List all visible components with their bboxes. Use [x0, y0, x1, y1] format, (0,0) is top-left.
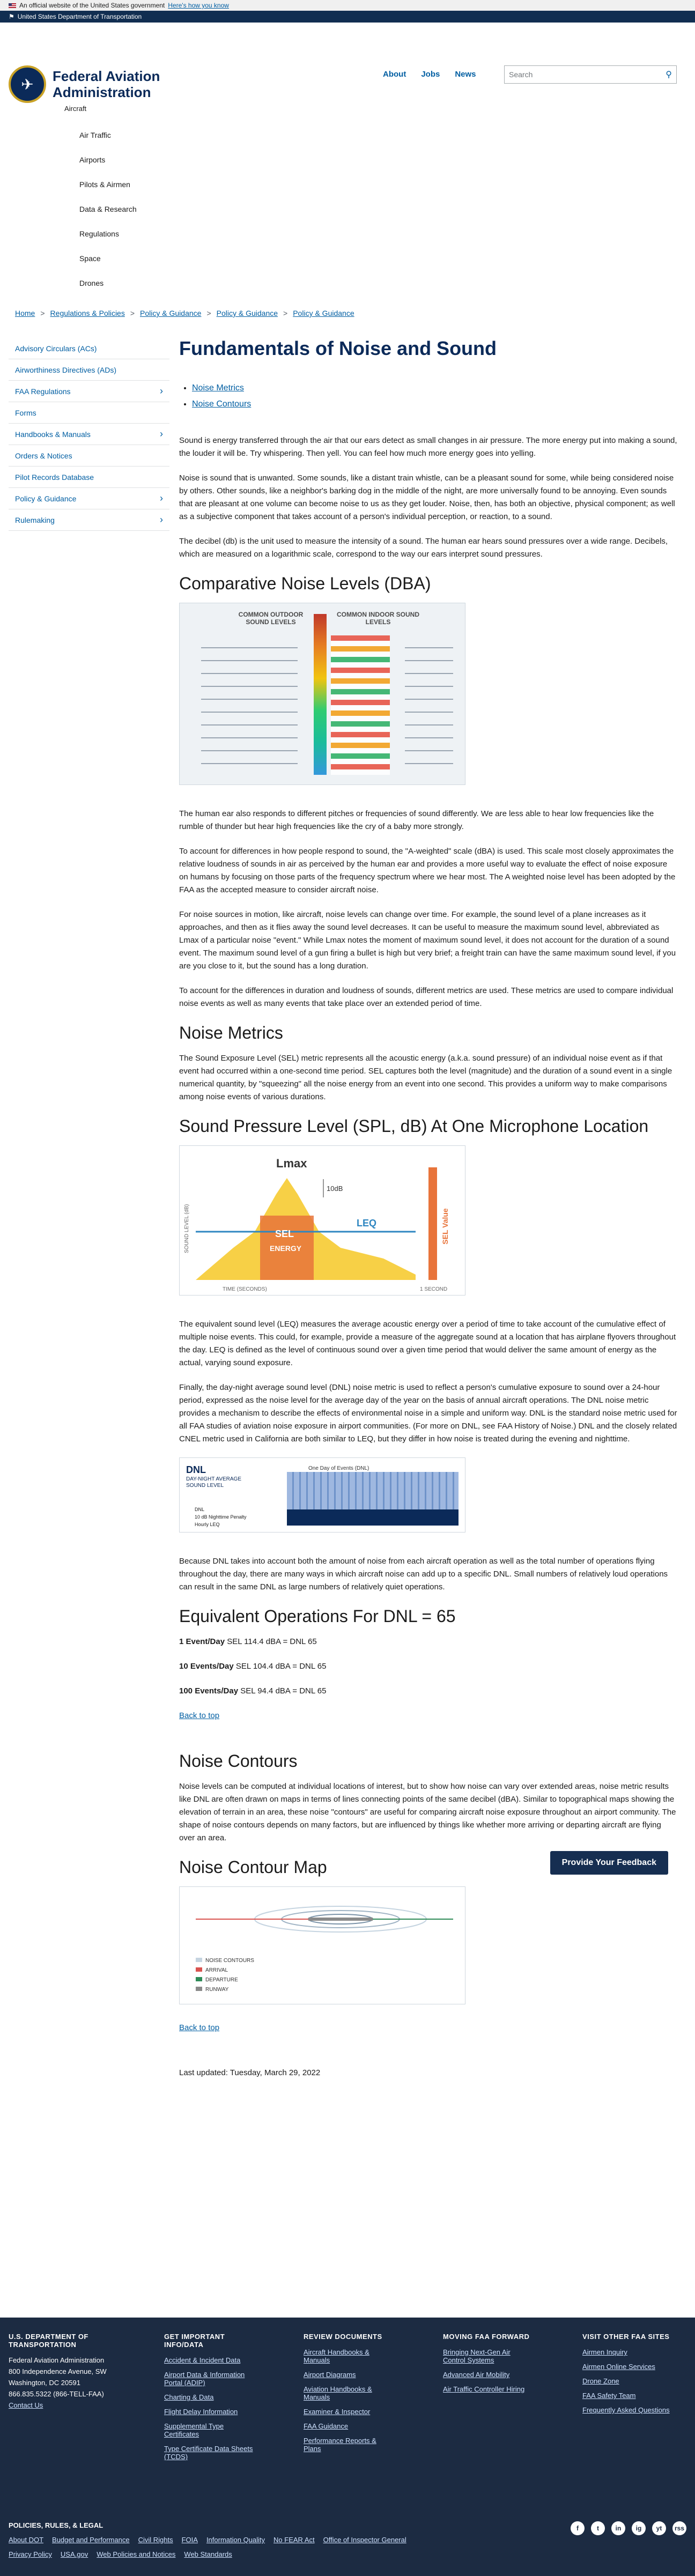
- instagram-icon[interactable]: ig: [632, 2521, 646, 2535]
- footer-link[interactable]: Charting & Data: [164, 2393, 214, 2401]
- footer-column-title: REVIEW DOCUMENTS: [304, 2333, 382, 2341]
- dnl-legend-hourly: Hourly LEQ: [195, 1522, 220, 1527]
- sidebar-item-advisory-circulars[interactable]: Advisory Circulars (ACs): [9, 338, 169, 359]
- dnl-subtitle: DAY-NIGHT AVERAGE SOUND LEVEL: [186, 1476, 241, 1489]
- leq-label: LEQ: [357, 1218, 377, 1228]
- dnl-figure: [179, 1457, 465, 1533]
- footer-contact-link[interactable]: Contact Us: [9, 2401, 43, 2409]
- footer-link[interactable]: Airmen Inquiry: [582, 2348, 627, 2356]
- paragraph-pitch: The human ear also responds to different pitches or frequencies of sound differently. We are less able to hear low frequencies like the rumble of thunder but hear high frequencies like the cry of a baby more strongly.: [179, 809, 654, 831]
- search-placeholder: Search: [509, 70, 533, 79]
- noise-contour-diagram: [180, 1887, 466, 2005]
- footer-link[interactable]: Type Certificate Data Sheets (TCDS): [164, 2445, 253, 2461]
- sel-value-label: SEL Value: [441, 1208, 449, 1245]
- footer-link[interactable]: Accident & Incident Data: [164, 2356, 241, 2364]
- footer-policies-title: POLICIES, RULES, & LEGAL: [9, 2521, 103, 2529]
- heading-noise-contours: Noise Contours: [179, 1751, 298, 1771]
- ten-db-label: 10dB: [327, 1185, 343, 1193]
- toc-noise-metrics-link[interactable]: Noise Metrics: [192, 383, 244, 393]
- footer-policy-links: [9, 2536, 686, 2544]
- sidebar-item-orders-notices[interactable]: Orders & Notices: [9, 445, 169, 467]
- equivalent-1-event: 1 Event/Day SEL 114.4 dBA = DNL 65: [179, 1637, 317, 1646]
- twitter-icon[interactable]: t: [591, 2521, 605, 2535]
- footer-link[interactable]: Airmen Online Services: [582, 2363, 655, 2371]
- footer-documents-column: [304, 2333, 395, 2467]
- sidebar: [9, 338, 169, 531]
- footer-address-line: 800 Independence Avenue, SW: [9, 2367, 107, 2375]
- paragraph-sel: The Sound Exposure Level (SEL) metric represents all the acoustic energy (a.k.a. sound pressure) of an individual noise event as if that event had occurred within a one-second time period. SEL captures both the level (magnitude) and the duration of a sound event in a single numerical quantity, by "squeezing" all the noise energy from an event into one second. This provides a uniform way to make comparisons among noise events of various durations.: [179, 1054, 672, 1101]
- footer-forward-column: [443, 2333, 534, 2467]
- site-footer: [0, 2318, 695, 2576]
- policy-link[interactable]: Civil Rights: [138, 2536, 173, 2544]
- nav-data-research[interactable]: Data & Research: [79, 205, 137, 213]
- footer-link[interactable]: Advanced Air Mobility: [443, 2371, 510, 2379]
- faa-logo[interactable]: [9, 65, 187, 103]
- paragraph-dnl: Finally, the day-night average sound level (DNL) noise metric is used to reflect a person's cumulative exposure to sound over a 24-hour period, expressed as the noise level for the average day of the year on the basis of annual aircraft operations. The DNL noise metric provides a mechanism to describe the effects of environmental noise in a simple and uniform way. DNL is the standard noise metric used for all FAA studies of aviation noise exposure in airport communities. (For more on DNL, see FAA History of Noise.) DNL and the closely related CNEL metric used in California are both similar to LEQ, but they differ in how noise is treated during the evening and nighttime.: [179, 1383, 677, 1444]
- heading-noise-contour-map: Noise Contour Map: [179, 1857, 327, 1877]
- last-updated: Last updated: Tuesday, March 29, 2022: [179, 2068, 321, 2077]
- legend-noise-contours: NOISE CONTOURS: [205, 1958, 254, 1964]
- indoor-level-bars: [331, 635, 390, 775]
- paragraph-noise-contours: Noise levels can be computed at individual locations of interest, but to show how noise can vary over extended areas, noise metric results like DNL are often drawn on maps in terms of lines connecting points of the same decibel (dBA). Similar to topographical maps showing the elevation of terrain in an area, these noise "contours" are useful for comparing aircraft noise exposure throughout an airport community. The shape of noise contours depends on many factors, but are influenced by things like whether more arriving or departing aircraft are flying over an area.: [179, 1782, 676, 1842]
- footer-dot-column: [9, 2333, 116, 2467]
- spl-diagram: [180, 1146, 466, 1296]
- sel-label: SEL: [275, 1228, 294, 1239]
- policy-link[interactable]: Web Policies and Notices: [97, 2550, 176, 2558]
- footer-link[interactable]: Air Traffic Controller Hiring: [443, 2385, 525, 2393]
- sel-value-bar: [428, 1167, 437, 1280]
- breadcrumb-policy-guidance-3[interactable]: Policy & Guidance: [293, 309, 354, 317]
- linkedin-icon[interactable]: in: [611, 2521, 625, 2535]
- legend-runway-swatch: [196, 1987, 202, 1991]
- one-second-label: 1 SECOND: [420, 1286, 448, 1292]
- social-links: [571, 2521, 686, 2535]
- legend-arrival-swatch: [196, 1967, 202, 1972]
- about-link[interactable]: About: [383, 70, 406, 79]
- chevron-right-icon[interactable]: ›: [160, 428, 163, 439]
- breadcrumb: Home > Regulations & Policies > Policy & Guidance > Policy & Guidance > Policy & Guidance: [15, 309, 354, 317]
- policy-link[interactable]: Web Standards: [184, 2550, 232, 2558]
- footer-address-line: Washington, DC 20591: [9, 2379, 80, 2387]
- footer-phone: 866.835.5322 (866-TELL-FAA): [9, 2390, 104, 2398]
- nav-air-traffic[interactable]: Air Traffic: [79, 131, 111, 139]
- back-to-top-link-2[interactable]: Back to top: [179, 2023, 220, 2032]
- gov-banner-text: An official website of the United States government: [19, 2, 165, 9]
- footer-link[interactable]: Aviation Handbooks & Manuals: [304, 2385, 372, 2401]
- legend-departure: DEPARTURE: [205, 1977, 238, 1983]
- footer-column-title: MOVING FAA FORWARD: [443, 2333, 530, 2341]
- dnl-title: DNL: [186, 1464, 206, 1475]
- youtube-icon[interactable]: yt: [652, 2521, 666, 2535]
- site-title: Federal Aviation Administration: [53, 68, 160, 100]
- policy-link[interactable]: FOIA: [181, 2536, 198, 2544]
- spl-figure: [179, 1145, 465, 1296]
- footer-link[interactable]: Frequently Asked Questions: [582, 2406, 670, 2414]
- legend-arrival: ARRIVAL: [205, 1967, 228, 1973]
- sidebar-item-pilot-records-database[interactable]: Pilot Records Database: [9, 467, 169, 488]
- sidebar-item-handbooks-manuals[interactable]: Handbooks & Manuals ›: [9, 424, 169, 445]
- nav-space[interactable]: Space: [79, 254, 101, 263]
- policy-link[interactable]: About DOT: [9, 2536, 44, 2544]
- outdoor-sources-icons: [201, 635, 298, 775]
- footer-link[interactable]: Airport Diagrams: [304, 2371, 356, 2379]
- footer-bottom: [9, 2521, 686, 2558]
- heading-spl: Sound Pressure Level (SPL, dB) At One Microphone Location: [179, 1116, 649, 1136]
- nav-airports[interactable]: Airports: [79, 156, 106, 164]
- paragraph-lmax: For noise sources in motion, like aircraft, noise levels can change over time. For example, the sound level of a plane increases as it approaches, and then as it flies away the sound level decreases. It can be useful to measure the maximum sound level, abbreviated as Lmax of a particular noise "event." While Lmax notes the moment of maximum sound level, it does not account for the duration of a sound event. The maximum sound level of a gun firing a bullet is high but very brief; a freight train can have the same maximum sound level, if you are you close to it, but the sound has a long duration.: [179, 910, 676, 971]
- policy-link[interactable]: No FEAR Act: [273, 2536, 315, 2544]
- footer-address-line: Federal Aviation Administration: [9, 2356, 105, 2364]
- footer-link[interactable]: Examiner & Inspector: [304, 2408, 371, 2416]
- nav-pilots-airmen[interactable]: Pilots & Airmen: [79, 180, 130, 189]
- lmax-label: Lmax: [276, 1157, 307, 1170]
- equivalent-100-events: 100 Events/Day SEL 94.4 dBA = DNL 65: [179, 1686, 327, 1696]
- site-subtitle: Aircraft: [64, 105, 87, 113]
- paragraph-a-weighted: To account for differences in how people respond to sound, the "A-weighted" scale (dBA) is used. This scale most closely approximates the relative loudness of sounds in air as perceived by the human ear and provides a more useful way to evaluate the effect of noise exposure on humans by focusing on those parts of the frequency spectrum where we hear most. The A weighted noise level has been adopted by the FAA as the accepted measure to consider aircraft noise.: [179, 847, 676, 894]
- breadcrumb-regulations-policies[interactable]: Regulations & Policies: [50, 309, 125, 317]
- dnl-legend-penalty: 10 dB Nighttime Penalty: [195, 1514, 247, 1520]
- toc-noise-contours-link[interactable]: Noise Contours: [192, 399, 252, 409]
- main-content: [179, 332, 678, 2091]
- heading-comparative-noise-levels: Comparative Noise Levels (DBA): [179, 574, 431, 593]
- runway: [308, 1918, 373, 1921]
- table-of-contents: [192, 382, 678, 411]
- dnl-legend-dnl: DNL: [195, 1507, 205, 1512]
- dot-banner: [0, 11, 695, 23]
- sidebar-item-policy-guidance[interactable]: Policy & Guidance ›: [9, 488, 169, 509]
- search-icon[interactable]: ⚲: [666, 70, 672, 79]
- footer-link[interactable]: Supplemental Type Certificates: [164, 2422, 224, 2438]
- dot-flag-icon: ⚑: [9, 13, 14, 20]
- paragraph-noise: Noise is sound that is unwanted. Some sounds, like a distant train whistle, can be a pleasant sound for some, while being considered noise by others. Other sounds, like a neighbor's barking dog in the middle of the night, are more universally found to be annoying. Even sounds that are pleasant at one volume can become noise to us as they get louder. Noise, then, has both an objective, physical component; as well as a subjective component that takes account of a person's individual perception, or reaction, to a sound.: [179, 473, 675, 521]
- footer-policy-links-2: [9, 2550, 686, 2558]
- footer-link[interactable]: Aircraft Handbooks & Manuals: [304, 2348, 369, 2364]
- footer-link[interactable]: FAA Guidance: [304, 2422, 349, 2430]
- footer-info-column: [164, 2333, 255, 2467]
- time-axis-label: TIME (SECONDS): [223, 1286, 267, 1292]
- indoor-sources-icons: [405, 635, 453, 775]
- equivalent-10-events: 10 Events/Day SEL 104.4 dBA = DNL 65: [179, 1662, 327, 1671]
- nav-drones[interactable]: Drones: [79, 279, 104, 287]
- paragraph-duration: To account for the differences in duration and loudness of sounds, different metrics are used. These metrics are used to compare individual noise events as well as many events that take place over an extended period of time.: [179, 986, 674, 1008]
- energy-label: ENERGY: [270, 1244, 302, 1253]
- outdoor-levels-title: COMMON OUTDOOR SOUND LEVELS: [238, 611, 304, 626]
- heading-noise-metrics: Noise Metrics: [179, 1023, 283, 1042]
- sidebar-item-airworthiness-directives[interactable]: Airworthiness Directives (ADs): [9, 359, 169, 381]
- policy-link[interactable]: Privacy Policy: [9, 2550, 52, 2558]
- paragraph-sound: Sound is energy transferred through the air that our ears detect as small changes in air pressure. The more energy put into making a sound, the louder it will be. Try whispering. Then yell. You can feel how much more energy goes into yelling.: [179, 436, 677, 458]
- page-title: Fundamentals of Noise and Sound: [179, 337, 497, 359]
- site-header: [0, 23, 695, 291]
- us-flag-icon: [9, 3, 16, 8]
- comparative-noise-levels-figure: [179, 603, 465, 785]
- decibel-scale-bar: [314, 614, 327, 775]
- heading-equivalent-operations: Equivalent Operations For DNL = 65: [179, 1607, 456, 1626]
- heres-how-you-know-link[interactable]: Here's how you know: [168, 2, 229, 9]
- gov-banner: [0, 0, 695, 11]
- news-link[interactable]: News: [455, 70, 476, 79]
- footer-link[interactable]: Drone Zone: [582, 2377, 619, 2385]
- breadcrumb-policy-guidance-2[interactable]: Policy & Guidance: [216, 309, 278, 317]
- provide-feedback-button[interactable]: Provide Your Feedback: [550, 1851, 668, 1875]
- search-input[interactable]: [504, 65, 677, 84]
- paragraph-leq: The equivalent sound level (LEQ) measures the average acoustic energy over a period of time to take account of the cumulative effect of multiple noise events. This could, for example, provide a measure of the aggregate sound at a location that has airplane flyovers throughout the day. LEQ is defined as the level of continuous sound over a given time period that would deliver the same amount of energy as the actual, varying sound exposure.: [179, 1320, 676, 1367]
- footer-column-title: VISIT OTHER FAA SITES: [582, 2333, 670, 2341]
- dnl-chart-title: One Day of Events (DNL): [308, 1465, 369, 1471]
- back-to-top-link[interactable]: Back to top: [179, 1711, 220, 1720]
- paragraph-dnl-operations: Because DNL takes into account both the amount of noise from each aircraft operation as well as the total number of operations flying throughout the day, there are many ways in which aircraft noise can add up to a specific DNL. Small numbers of relatively loud operations can result in the same DNL as large numbers of relatively quiet operations.: [179, 1557, 668, 1592]
- paragraph-decibel: The decibel (db) is the unit used to measure the intensity of a sound. The human ear hears sound pressures over a wide range. Decibels, which are measured on a logarithmic scale, correspond to the way our ears interpret sound pressures.: [179, 537, 668, 559]
- sidebar-item-rulemaking[interactable]: Rulemaking ›: [9, 509, 169, 531]
- rss-icon[interactable]: rss: [672, 2521, 686, 2535]
- legend-departure-swatch: [196, 1977, 202, 1981]
- faa-seal-icon: ✈: [9, 65, 46, 103]
- footer-dot-title: U.S. DEPARTMENT OF TRANSPORTATION: [9, 2333, 88, 2349]
- footer-link[interactable]: FAA Safety Team: [582, 2392, 636, 2400]
- policy-link[interactable]: Office of Inspector General: [323, 2536, 406, 2544]
- sidebar-item-forms[interactable]: Forms: [9, 402, 169, 424]
- sidebar-item-faa-regulations[interactable]: FAA Regulations ›: [9, 381, 169, 402]
- utility-nav: [383, 70, 476, 79]
- policy-link[interactable]: Budget and Performance: [52, 2536, 130, 2544]
- facebook-icon[interactable]: f: [571, 2521, 585, 2535]
- chevron-right-icon[interactable]: ›: [160, 514, 163, 525]
- footer-link[interactable]: Performance Reports & Plans: [304, 2437, 376, 2453]
- footer-column-title: GET IMPORTANT INFO/DATA: [164, 2333, 225, 2349]
- footer-sites-column: [582, 2333, 674, 2467]
- dot-banner-text: United States Department of Transportation: [17, 13, 142, 20]
- nav-regulations[interactable]: Regulations: [79, 230, 119, 238]
- policy-link[interactable]: Information Quality: [206, 2536, 265, 2544]
- chevron-right-icon[interactable]: ›: [160, 493, 163, 504]
- noise-contour-map-figure: [179, 1886, 465, 2004]
- footer-link[interactable]: Bringing Next-Gen Air Control Systems: [443, 2348, 511, 2364]
- dnl-hourly-bars: [287, 1472, 459, 1526]
- main-nav: [79, 130, 137, 302]
- legend-runway: RUNWAY: [205, 1987, 229, 1993]
- indoor-levels-title: COMMON INDOOR SOUND LEVELS: [337, 611, 419, 626]
- policy-link[interactable]: USA.gov: [60, 2550, 88, 2558]
- chevron-right-icon[interactable]: ›: [160, 386, 163, 396]
- legend-contour-swatch: [196, 1958, 202, 1962]
- footer-link[interactable]: Flight Delay Information: [164, 2408, 238, 2416]
- jobs-link[interactable]: Jobs: [421, 70, 440, 79]
- footer-link[interactable]: Airport Data & Information Portal (ADIP): [164, 2371, 245, 2387]
- breadcrumb-home[interactable]: Home: [15, 309, 35, 317]
- y-axis-label: SOUND LEVEL (dB): [184, 1204, 190, 1253]
- breadcrumb-policy-guidance[interactable]: Policy & Guidance: [140, 309, 202, 317]
